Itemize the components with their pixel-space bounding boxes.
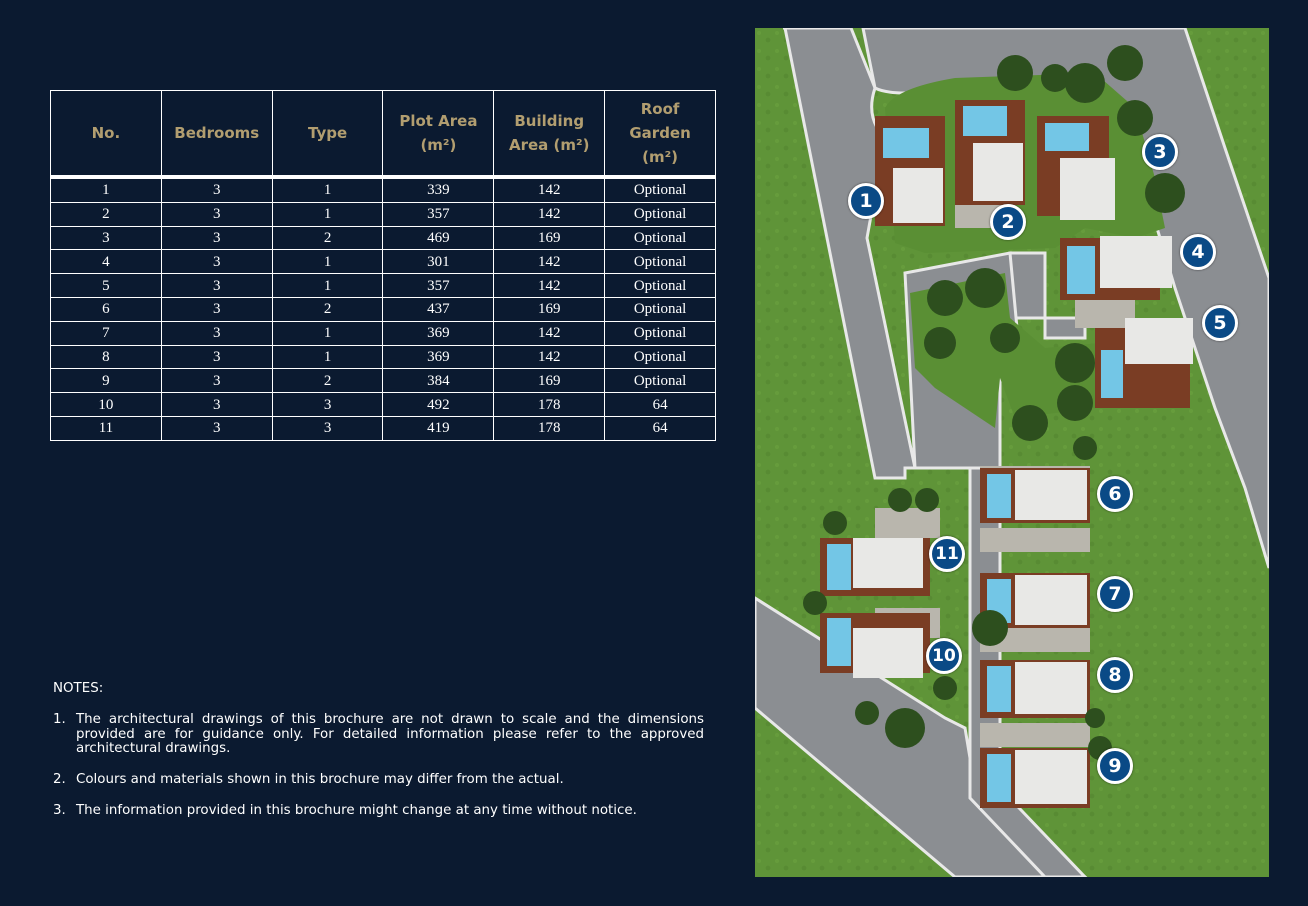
notes-section xyxy=(53,682,704,835)
table-row xyxy=(51,369,716,393)
table-cell: 1 xyxy=(272,250,383,274)
table-cell: 3 xyxy=(161,393,272,417)
column-header-line: Plot Area xyxy=(399,112,478,130)
plot-table-container xyxy=(50,90,716,441)
plot-marker-11: 11 xyxy=(929,536,965,572)
table-cell: 5 xyxy=(51,274,162,298)
table-cell: 1 xyxy=(272,202,383,226)
note-number: 2. xyxy=(53,772,66,788)
table-cell: 11 xyxy=(51,416,162,440)
column-header-line: No. xyxy=(91,124,121,142)
note-text: Colours and materials shown in this brochure may differ from the actual. xyxy=(76,772,564,788)
table-cell: 3 xyxy=(161,202,272,226)
table-row xyxy=(51,226,716,250)
table-cell: 369 xyxy=(383,321,494,345)
table-cell: 1 xyxy=(51,177,162,202)
table-cell: 357 xyxy=(383,274,494,298)
table-cell: 1 xyxy=(272,274,383,298)
table-cell: Optional xyxy=(605,297,716,321)
table-cell: 178 xyxy=(494,416,605,440)
table-cell: 169 xyxy=(494,226,605,250)
column-header xyxy=(605,91,716,178)
table-cell: Optional xyxy=(605,250,716,274)
table-cell: Optional xyxy=(605,226,716,250)
plot-marker-10: 10 xyxy=(926,638,962,674)
plot-marker-3: 3 xyxy=(1142,134,1178,170)
table-cell: Optional xyxy=(605,369,716,393)
table-cell: 3 xyxy=(161,250,272,274)
table-row xyxy=(51,393,716,417)
plot-marker-5: 5 xyxy=(1202,305,1238,341)
table-cell: 1 xyxy=(272,345,383,369)
note-number: 3. xyxy=(53,802,66,818)
plot-marker-7: 7 xyxy=(1097,576,1133,612)
table-cell: 492 xyxy=(383,393,494,417)
column-header-line: Garden xyxy=(629,124,691,142)
plot-table xyxy=(50,90,716,441)
table-header-row xyxy=(51,91,716,178)
table-cell: 3 xyxy=(161,274,272,298)
table-cell: 3 xyxy=(161,321,272,345)
table-cell: 169 xyxy=(494,297,605,321)
table-cell: 64 xyxy=(605,393,716,417)
table-cell: Optional xyxy=(605,177,716,202)
table-cell: 2 xyxy=(51,202,162,226)
table-cell: Optional xyxy=(605,321,716,345)
table-cell: 301 xyxy=(383,250,494,274)
table-row xyxy=(51,297,716,321)
table-cell: 3 xyxy=(161,416,272,440)
table-cell: 142 xyxy=(494,274,605,298)
column-header xyxy=(494,91,605,178)
column-header-line: Type xyxy=(308,124,348,142)
table-cell: 8 xyxy=(51,345,162,369)
table-cell: 3 xyxy=(161,226,272,250)
plot-marker-6: 6 xyxy=(1097,476,1133,512)
table-cell: 6 xyxy=(51,297,162,321)
column-header xyxy=(383,91,494,178)
table-cell: 357 xyxy=(383,202,494,226)
column-header xyxy=(272,91,383,178)
table-cell: 384 xyxy=(383,369,494,393)
table-cell: Optional xyxy=(605,274,716,298)
table-cell: 3 xyxy=(161,369,272,393)
table-cell: 142 xyxy=(494,345,605,369)
table-cell: 178 xyxy=(494,393,605,417)
table-cell: 169 xyxy=(494,369,605,393)
table-cell: 1 xyxy=(272,177,383,202)
table-cell: 2 xyxy=(272,226,383,250)
table-cell: 1 xyxy=(272,321,383,345)
table-cell: 64 xyxy=(605,416,716,440)
table-cell: 3 xyxy=(51,226,162,250)
column-header-line: Bedrooms xyxy=(174,124,260,142)
table-cell: 2 xyxy=(272,297,383,321)
note-text: The information provided in this brochure might change at any time without notice. xyxy=(76,802,637,818)
table-cell: 3 xyxy=(161,345,272,369)
column-header xyxy=(161,91,272,178)
plot-marker-2: 2 xyxy=(990,204,1026,240)
column-header-line: Building xyxy=(514,112,585,130)
table-cell: 3 xyxy=(161,177,272,202)
column-header-line: (m²) xyxy=(420,136,457,154)
note-text: The architectural drawings of this brochure are not drawn to scale and the dimensions provided are for guidance only. For detailed information please refer to the approved architectural drawings. xyxy=(76,711,704,757)
column-header-line: Area (m²) xyxy=(509,136,590,154)
plot-marker-9: 9 xyxy=(1097,748,1133,784)
table-row xyxy=(51,416,716,440)
table-cell: 142 xyxy=(494,250,605,274)
table-cell: 469 xyxy=(383,226,494,250)
table-cell: Optional xyxy=(605,202,716,226)
column-header-line: Roof xyxy=(640,100,680,118)
plot-marker-4: 4 xyxy=(1180,234,1216,270)
table-cell: Optional xyxy=(605,345,716,369)
table-body xyxy=(51,177,716,440)
table-cell: 142 xyxy=(494,321,605,345)
note-item xyxy=(53,804,704,819)
table-cell: 3 xyxy=(272,393,383,417)
table-row xyxy=(51,274,716,298)
column-header xyxy=(51,91,162,178)
table-cell: 7 xyxy=(51,321,162,345)
table-row xyxy=(51,177,716,202)
plot-marker-8: 8 xyxy=(1097,657,1133,693)
note-item xyxy=(53,773,704,788)
table-cell: 142 xyxy=(494,202,605,226)
table-row xyxy=(51,202,716,226)
table-cell: 3 xyxy=(161,297,272,321)
site-plan-illustration xyxy=(755,28,1269,877)
column-header-line: (m²) xyxy=(642,148,679,166)
table-cell: 339 xyxy=(383,177,494,202)
table-cell: 9 xyxy=(51,369,162,393)
table-cell: 10 xyxy=(51,393,162,417)
notes-heading: NOTES: xyxy=(53,681,104,696)
table-cell: 3 xyxy=(272,416,383,440)
table-row xyxy=(51,250,716,274)
table-row xyxy=(51,345,716,369)
table-cell: 4 xyxy=(51,250,162,274)
table-cell: 2 xyxy=(272,369,383,393)
note-number: 1. xyxy=(53,711,66,727)
note-item xyxy=(53,713,704,757)
table-row xyxy=(51,321,716,345)
table-cell: 142 xyxy=(494,177,605,202)
table-cell: 437 xyxy=(383,297,494,321)
table-cell: 419 xyxy=(383,416,494,440)
plot-marker-1: 1 xyxy=(848,183,884,219)
table-cell: 369 xyxy=(383,345,494,369)
site-plan-map xyxy=(755,28,1269,877)
